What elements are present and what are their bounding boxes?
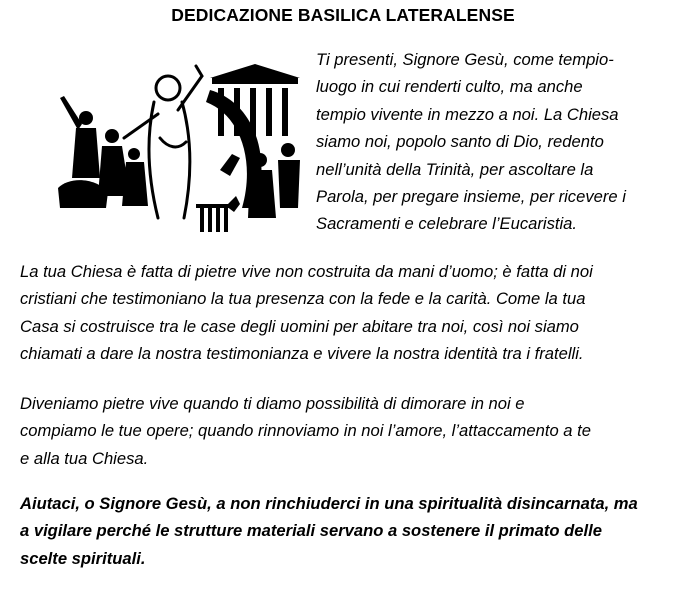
paragraph-line: La tua Chiesa è fatta di pietre vive non costruita da mani d’uomo; è fatta di noi: [20, 262, 593, 281]
intro-paragraph: [316, 46, 676, 238]
closing-prayer-paragraph: [20, 490, 680, 572]
paragraph-line: Diveniamo pietre vive quando ti diamo possibilità di dimorare in noi e: [20, 394, 525, 413]
intro-line: tempio vivente in mezzo a noi. La Chiesa: [316, 104, 619, 124]
paragraph-line: scelte spirituali.: [20, 548, 146, 568]
document-title: DEDICAZIONE BASILICA LATERALENSE: [171, 5, 515, 25]
intro-line: siamo noi, popolo santo di Dio, redento: [316, 132, 604, 152]
intro-line: luogo in cui renderti culto, ma anche: [316, 77, 583, 97]
intro-line: Sacramenti e celebrare l’Eucaristia.: [316, 214, 578, 234]
paragraph-line: Aiutaci, o Signore Gesù, a non rinchiuderci in una spiritualità disincarnata, ma: [20, 494, 638, 513]
paragraph-line: compiamo le tue opere; quando rinnoviamo in noi l’amore, l’attaccamento a te: [20, 421, 591, 441]
paragraph-line: Casa si costruisce tra le case degli uomini per abitare tra noi, così noi siamo: [20, 316, 579, 336]
church-community-illustration: [50, 58, 312, 234]
intro-line: Ti presenti, Signore Gesù, come tempio-: [316, 50, 614, 69]
paragraph-line: e alla tua Chiesa.: [20, 448, 149, 468]
paragraph-line: a vigilare perché le strutture materiali servano a sostenere il primato delle: [20, 521, 602, 541]
paragraph-2: [20, 258, 680, 368]
paragraph-3: [20, 390, 680, 472]
paragraph-line: cristiani che testimoniano la tua presenza con la fede e la carità. Come la tua: [20, 289, 586, 309]
paragraph-line: chiamati a dare la nostra testimonianza e vivere la nostra identità tra i fratelli.: [20, 344, 584, 364]
intro-line: nell’unità della Trinità, per ascoltare la: [316, 159, 594, 179]
intro-line: Parola, per pregare insieme, per ricevere i: [316, 187, 626, 207]
